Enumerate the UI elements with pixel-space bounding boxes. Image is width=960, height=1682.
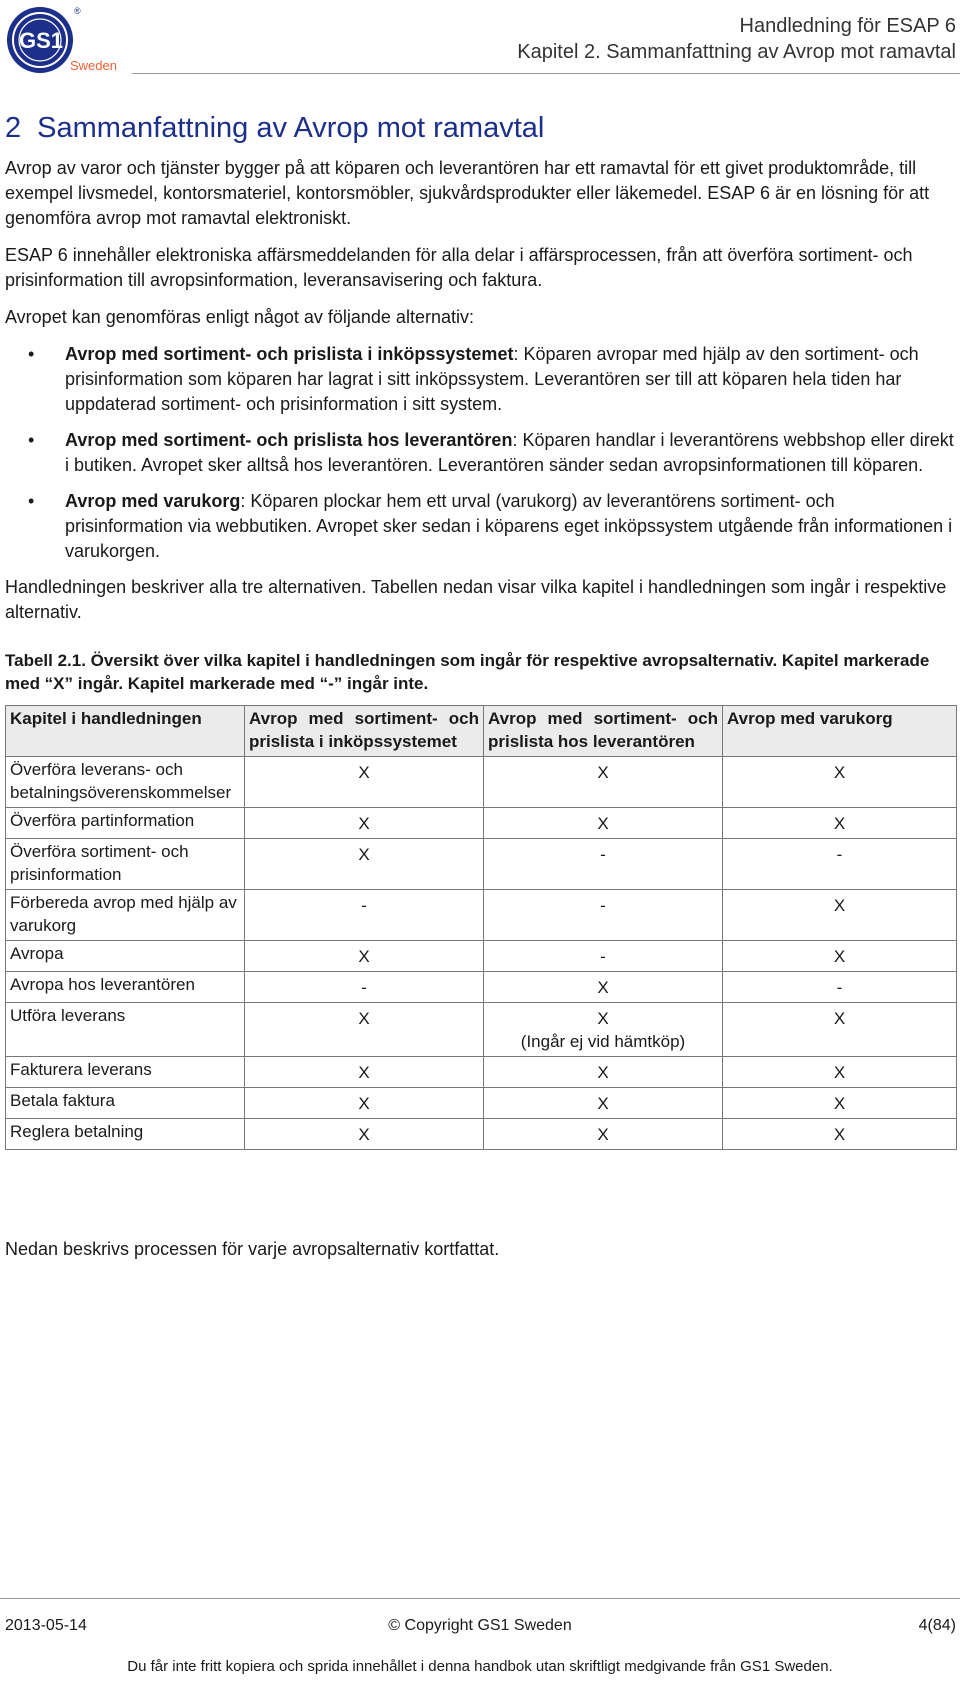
bullet: •: [28, 430, 35, 450]
cell-mark: X: [484, 1088, 723, 1119]
cell-mark: X: [723, 1088, 957, 1119]
cell-mark: X: [245, 839, 484, 890]
logo-country: Sweden: [70, 58, 117, 73]
cell-mark: X: [484, 757, 723, 808]
alternative-term: Avrop med sortiment- och prislista i inköpssystemet: [65, 344, 514, 364]
table-header-row: [6, 706, 957, 757]
paragraph-closing: Nedan beskrivs processen för varje avropsalternativ kortfattat.: [5, 1239, 500, 1259]
alternatives-list: [5, 342, 957, 564]
cell-mark: -: [484, 941, 723, 972]
cell-mark: -: [484, 839, 723, 890]
table-row: [6, 808, 957, 839]
table-row: [6, 1057, 957, 1088]
cell-note: (Ingår ej vid hämtköp): [520, 1032, 686, 1051]
cell-mark: X: [484, 1057, 723, 1088]
alternative-term: Avrop med varukorg: [65, 491, 241, 511]
table-caption: Tabell 2.1. Översikt över vilka kapitel i handledningen som ingår för respektive avropsalternativ. Kapitel markerade med “X” ingår. Kapitel markerade med “-” ingår inte.: [5, 651, 930, 693]
column-header: Avrop med sortiment- och prislista i inköpssystemet: [245, 706, 484, 757]
column-header: Avrop med sortiment- och prislista hos leverantören: [484, 706, 723, 757]
chapter-title: Kapitel 2. Sammanfattning av Avrop mot ramavtal: [517, 41, 956, 63]
page-header: [0, 0, 960, 80]
table-row: [6, 1088, 957, 1119]
cell-mark: X: [723, 808, 957, 839]
bullet: •: [28, 491, 35, 511]
header-rule: [132, 73, 960, 74]
cell-mark: -: [245, 890, 484, 941]
list-item: [5, 342, 957, 417]
row-label: Överföra partinformation: [6, 808, 245, 839]
paragraph-alternatives-lead: Avropet kan genomföras enligt något av följande alternativ:: [5, 307, 474, 327]
row-label: Överföra sortiment- och prisinformation: [6, 839, 245, 890]
table-row: [6, 1003, 957, 1057]
cell-mark: X: [723, 941, 957, 972]
table-row: [6, 941, 957, 972]
overview-table: [5, 705, 957, 1150]
cell-mark: X: [723, 890, 957, 941]
page-number: 4(84): [918, 1617, 956, 1634]
alternative-text: : Köparen plockar hem ett urval (varukorg) av leverantörens sortiment- och prisinformation via webbutiken. Avropet sker sedan i köparens eget inköpssystem utgående från informationen i varukorgen.: [65, 491, 953, 561]
cell-mark: -: [245, 972, 484, 1003]
column-header: Kapitel i handledningen: [6, 706, 245, 757]
cell-mark: X: [484, 1119, 723, 1150]
cell-mark: X: [245, 941, 484, 972]
alternative-text: : Köparen avropar med hjälp av den sortiment- och prisinformation som köparen har lagrat i sitt inköpssystem. Leverantören ser till att köparen hela tiden har uppdaterad sortiment- och prisinformation i sitt system.: [65, 344, 919, 414]
row-label: Betala faktura: [6, 1088, 245, 1119]
cell-mark: X: [723, 1057, 957, 1088]
cell-mark: -: [484, 890, 723, 941]
cell-mark: -: [723, 972, 957, 1003]
alternative-text: : Köparen handlar i leverantörens webbshop eller direkt i butiken. Avropet sker alltså hos leverantören. Leverantören sänder sedan avropsinformationen till köparen.: [65, 430, 954, 475]
row-label: Avropa: [6, 941, 245, 972]
row-label: Förbereda avrop med hjälp av varukorg: [6, 890, 245, 941]
cell-mark: X: [245, 808, 484, 839]
paragraph-intro: Avrop av varor och tjänster bygger på att köparen och leverantören har ett ramavtal för ett givet produktområde, till exempel livsmedel, kontorsmateriel, kontorsmöbler, sjukvårdsprodukter eller läkemedel. ESAP 6 är en lösning för att genomföra avrop mot ramavtal elektroniskt.: [5, 158, 930, 228]
list-item: [5, 428, 957, 478]
cell-mark: X: [484, 972, 723, 1003]
table-row: [6, 890, 957, 941]
cell-mark: X: [245, 1088, 484, 1119]
table-row: [6, 839, 957, 890]
gs1-logo: [4, 4, 124, 76]
cell-mark: X: [723, 1119, 957, 1150]
row-label: Fakturera leverans: [6, 1057, 245, 1088]
footer-notice: Du får inte fritt kopiera och sprida innehållet i denna handbok utan skriftligt medgivande från GS1 Sweden.: [127, 1658, 833, 1675]
cell-mark: -: [723, 839, 957, 890]
logo-text: GS1: [18, 28, 64, 53]
row-label: Utföra leverans: [6, 1003, 245, 1057]
paragraph-table-lead: Handledningen beskriver alla tre alternativen. Tabellen nedan visar vilka kapitel i handledningen som ingår i respektive alternativ.: [5, 577, 947, 622]
footer-copyright: © Copyright GS1 Sweden: [388, 1617, 572, 1634]
alternative-term: Avrop med sortiment- och prislista hos leverantören: [65, 430, 513, 450]
table-row: [6, 757, 957, 808]
cell-mark-value: X: [597, 1009, 609, 1028]
row-label: Reglera betalning: [6, 1119, 245, 1150]
cell-mark: X: [245, 1119, 484, 1150]
cell-mark: X: [245, 1057, 484, 1088]
row-label: Avropa hos leverantören: [6, 972, 245, 1003]
section-heading: [5, 108, 957, 148]
list-item: [5, 489, 957, 564]
section-number: 2: [5, 112, 22, 144]
paragraph-messages: ESAP 6 innehåller elektroniska affärsmeddelanden för alla delar i affärsprocessen, från att överföra sortiment- och prisinformation till avropsinformation, leveransavisering och faktura.: [5, 245, 913, 290]
row-label: Överföra leverans- och betalningsöverenskommelser: [6, 757, 245, 808]
cell-mark: X: [723, 757, 957, 808]
bullet: •: [28, 344, 35, 364]
section-title: Sammanfattning av Avrop mot ramavtal: [37, 112, 545, 144]
table-row: [6, 1119, 957, 1150]
cell-mark: X: [484, 808, 723, 839]
cell-mark: [484, 1003, 723, 1057]
cell-mark: X: [723, 1003, 957, 1057]
cell-mark: X: [245, 1003, 484, 1057]
cell-mark: X: [245, 757, 484, 808]
logo-registered-mark: ®: [74, 6, 81, 16]
document-title: Handledning för ESAP 6: [739, 15, 956, 37]
column-header: Avrop med varukorg: [723, 706, 957, 757]
footer-rule: [0, 1598, 960, 1599]
page-content: [5, 108, 957, 1150]
footer-date: 2013-05-14: [5, 1617, 87, 1634]
table-row: [6, 972, 957, 1003]
